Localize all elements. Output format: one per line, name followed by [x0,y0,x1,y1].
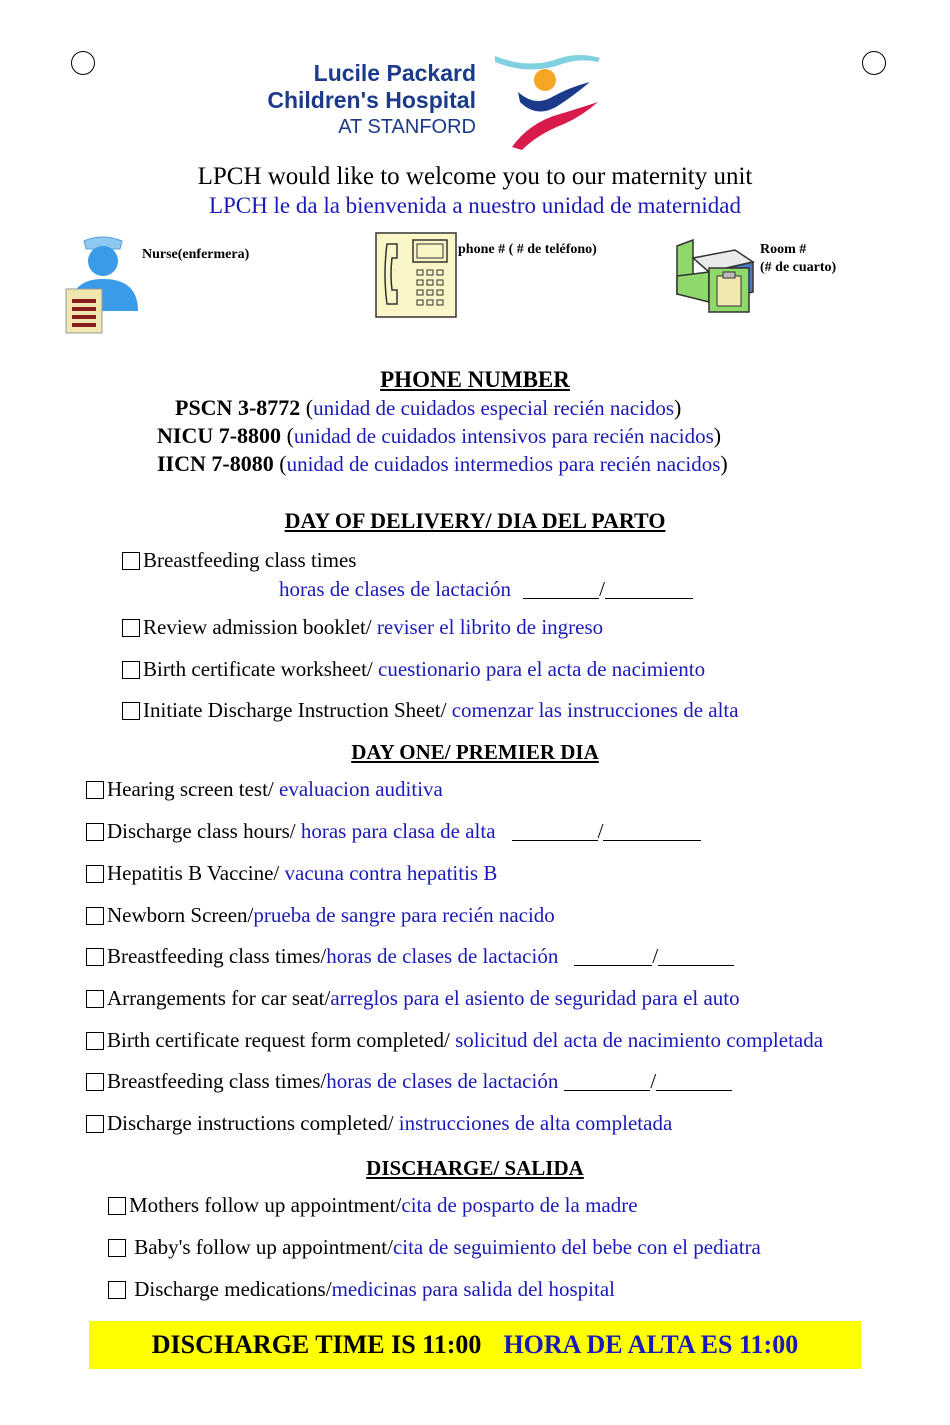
banner-english: DISCHARGE TIME IS 11:00 [151,1330,482,1359]
nurse-icon [62,233,142,335]
hospital-logo-figure-icon [490,52,605,152]
item-text-en: Breastfeeding class times/ [107,1069,327,1093]
item-text-en: Breastfeeding class times/ [107,944,327,968]
checkbox[interactable] [86,823,104,841]
checklist-item-discharge-medications [108,1277,615,1302]
item-text-es: comenzar las instrucciones de alta [451,698,739,722]
item-text-es: medicinas para salida del hospital [331,1277,615,1301]
item-text-en: Newborn Screen/ [107,903,254,927]
phone-code: PSCN 3-8772 [175,395,301,420]
checkbox[interactable] [86,1032,104,1050]
item-text-es: solicitud del acta de nacimiento completada [455,1028,824,1052]
phone-row-nicu: NICU 7-8800 (unidad de cuidados intensivos para recién nacidos) [157,423,722,448]
phone-number-heading: PHONE NUMBER [380,367,570,392]
item-text-es: cuestionario para el acta de nacimiento [378,657,706,681]
slash: / [650,1069,657,1093]
checklist-item-mother-follow-up [108,1193,638,1218]
checkbox[interactable] [122,552,140,570]
phone-label: phone # ( # de teléfono) [458,242,597,257]
phone-desc: unidad de cuidados intensivos para recién nacidos [293,424,714,448]
item-text-en: Discharge medications/ [129,1277,332,1301]
phone-code: IICN 7-8080 [157,451,274,476]
checklist-item-discharge-class-hours [86,819,701,844]
item-text-es: cita de posparto de la madre [401,1193,638,1217]
hospital-logo-text [250,60,476,141]
checkbox[interactable] [86,1115,104,1133]
item-text-es: horas de clases de lactación [326,1069,559,1093]
item-text-es: instrucciones de alta completada [398,1111,673,1135]
binder-hole-right [862,51,886,75]
blank-field[interactable] [656,1072,732,1091]
room-bed-icon [673,236,757,316]
room-label [760,241,836,277]
logo-line-3: AT STANFORD [338,116,476,138]
checkbox[interactable] [86,907,104,925]
item-text-en: Arrangements for car seat/ [107,986,331,1010]
checklist-item-car-seat [86,986,740,1011]
discharge-time-banner [89,1321,861,1369]
item-text-es: horas de clases de lactación [326,944,559,968]
item-text-es: vacuna contra hepatitis B [284,861,498,885]
item-text-es: horas de clases de lactación [279,577,512,601]
checkbox[interactable] [86,781,104,799]
room-label-line-2: (# de cuarto) [760,260,837,275]
blank-field[interactable] [658,947,734,966]
checklist-item-breastfeeding-day-one-2 [86,1069,732,1094]
checkbox[interactable] [86,990,104,1008]
welcome-english: LPCH would like to welcome you to our maternity unit [197,163,753,190]
checkbox[interactable] [108,1281,126,1299]
item-text-en: Birth certificate worksheet/ [143,657,378,681]
slash: / [597,819,604,843]
phone-icon [375,232,457,318]
item-text-en: Baby's follow up appointment/ [129,1235,393,1259]
checkbox[interactable] [122,619,140,637]
blank-field[interactable] [603,822,701,841]
item-text-es: arreglos para el asiento de seguridad para el auto [330,986,740,1010]
item-text-en: Discharge instructions completed/ [107,1111,399,1135]
item-text-en: Breastfeeding class times [143,548,357,572]
checklist-item-review-booklet [122,615,603,640]
day-one-heading: DAY ONE/ PREMIER DIA [351,740,599,764]
slash: / [652,944,659,968]
checklist-item-breastfeeding-day-one [86,944,734,969]
item-text-en: Review admission booklet/ [143,615,377,639]
logo-line-2: Children's Hospital [267,87,476,113]
checklist-item-hepatitis-b [86,861,497,886]
item-text-es: cita de seguimiento del bebe con el pediatra [392,1235,761,1259]
blank-field[interactable] [574,947,652,966]
item-text-es: reviser el librito de ingreso [376,615,604,639]
slash: / [599,577,605,601]
phone-row-iicn: IICN 7-8080 (unidad de cuidados intermedios para recién nacidos) [157,451,728,476]
checklist-item-hearing-screen [86,777,443,802]
checklist-item-discharge-instruction-sheet [122,698,739,723]
nurse-label: Nurse(enfermera) [142,247,250,262]
item-text-en: Discharge class hours/ [107,819,301,843]
room-label-line-1: Room # [760,242,807,257]
checklist-item-birth-certificate-worksheet [122,657,705,682]
checkbox[interactable] [108,1239,126,1257]
item-text-es: prueba de sangre para recién nacido [253,903,555,927]
welcome-spanish: LPCH le da la bienvenida a nuestro unidad de maternidad [208,193,742,218]
binder-hole-left [71,51,95,75]
blank-field[interactable] [564,1072,650,1091]
item-text-en: Hearing screen test/ [107,777,280,801]
phone-desc: unidad de cuidados intermedios para recién nacidos [286,452,721,476]
checkbox[interactable] [86,865,104,883]
item-text-es: evaluacion auditiva [279,777,443,801]
banner-spanish: HORA DE ALTA ES 11:00 [503,1330,799,1359]
checkbox[interactable] [86,948,104,966]
blank-field[interactable] [523,580,599,599]
checklist-item-baby-follow-up [108,1235,761,1260]
checkbox[interactable] [108,1197,126,1215]
checklist-item-breastfeeding-delivery [122,548,356,573]
logo-line-1: Lucile Packard [313,60,476,86]
day-of-delivery-heading: DAY OF DELIVERY/ DIA DEL PARTO [284,508,666,533]
checkbox[interactable] [122,661,140,679]
item-text-en: Initiate Discharge Instruction Sheet/ [143,698,452,722]
blank-field[interactable] [605,580,693,599]
checklist-item-newborn-screen [86,903,555,928]
checklist-item-breastfeeding-delivery-es [279,577,693,602]
checklist-item-birth-certificate-request [86,1028,823,1053]
checklist-item-discharge-instructions-completed [86,1111,672,1136]
discharge-heading: DISCHARGE/ SALIDA [366,1156,584,1180]
checkbox[interactable] [86,1073,104,1091]
checkbox[interactable] [122,702,140,720]
item-text-en: Mothers follow up appointment/ [129,1193,402,1217]
phone-desc: unidad de cuidados especial recién nacidos [313,396,675,420]
blank-field[interactable] [512,822,598,841]
phone-row-pscn: PSCN 3-8772 (unidad de cuidados especial recién nacidos) [175,395,682,420]
phone-code: NICU 7-8800 [157,423,282,448]
item-text-en: Birth certificate request form completed/ [107,1028,456,1052]
item-text-es: horas para clasa de alta [300,819,496,843]
item-text-en: Hepatitis B Vaccine/ [107,861,285,885]
